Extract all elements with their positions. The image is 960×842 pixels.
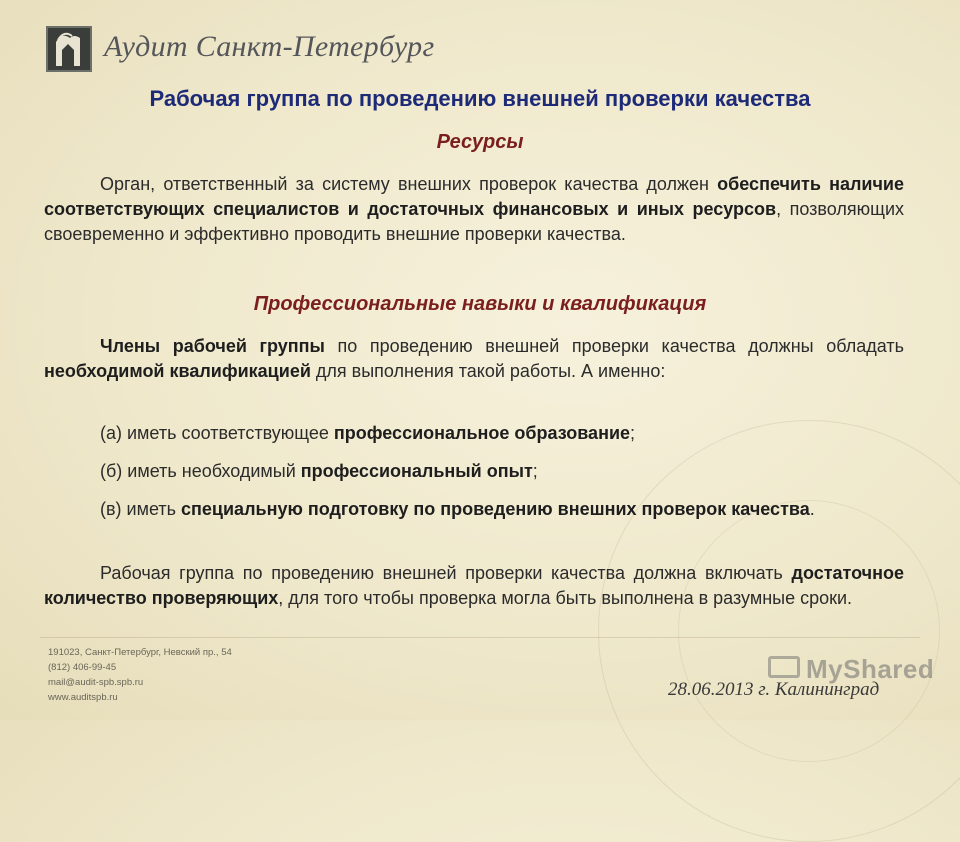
contact-website[interactable]: www.auditspb.ru [48,692,118,703]
section-heading-qualifications: Профессиональные навыки и квалификация [253,293,707,315]
footer-divider [40,637,920,638]
text-span: для выполнения такой работы. А именно: [310,361,666,381]
text-span: (б) иметь необходимый [100,461,301,481]
myshared-logo-icon [768,656,800,678]
resources-paragraph [44,172,904,247]
footer-date-location: 28.06.2013 г. Калининград [668,679,880,700]
team-size-paragraph [44,561,904,611]
bold-text: обеспечить наличие соответствующих специалистов и достаточных финансовых и иных ресурсов [44,174,904,219]
text-span: , позволяющих своевременно и эффективно проводить внешние проверки качества. [44,199,905,244]
slide-title: Рабочая группа по проведению внешней проверки качества [149,86,811,111]
text-span: (в) иметь [100,499,182,519]
list-item-c [44,497,904,522]
contact-phone: (812) 406-99-45 [48,662,117,673]
text-span: Орган, ответственный за систему внешних проверок качества должен [100,174,718,194]
bold-text: достаточное количество проверяющих [44,563,904,608]
section-heading-resources: Ресурсы [436,131,524,153]
background-compass-ornament-inner [678,500,940,762]
bold-text: специальную подготовку по проведению внешних проверок качества [181,499,810,519]
contact-address: 191023, Санкт-Петербург, Невский пр., 54 [48,647,232,658]
text-span: по проведению внешней проверки качества должны обладать [324,336,904,356]
text-span: (а) иметь соответствующее [100,423,334,443]
list-item-a [100,421,904,446]
text-span: . [809,499,815,519]
contact-email[interactable]: mail@audit-spb.spb.ru [48,677,144,688]
text-span: ; [532,461,538,481]
bold-text: профессиональный опыт [300,461,533,481]
text-span: Рабочая группа по проведению внешней проверки качества должна включать [100,563,792,583]
company-logo-icon [46,26,92,72]
bold-text: профессиональное образование [333,423,631,443]
bold-text: необходимой квалификацией [44,361,311,381]
contact-info [48,645,232,705]
myshared-watermark: MyShared [806,654,935,684]
brand-name: Аудит Санкт-Петербург [104,30,435,63]
bold-text: Члены рабочей группы [100,336,325,356]
text-span: ; [630,423,636,443]
text-span: , для того чтобы проверка могла быть выполнена в разумные сроки. [278,588,853,608]
list-item-b [100,459,904,484]
members-paragraph [44,334,904,384]
